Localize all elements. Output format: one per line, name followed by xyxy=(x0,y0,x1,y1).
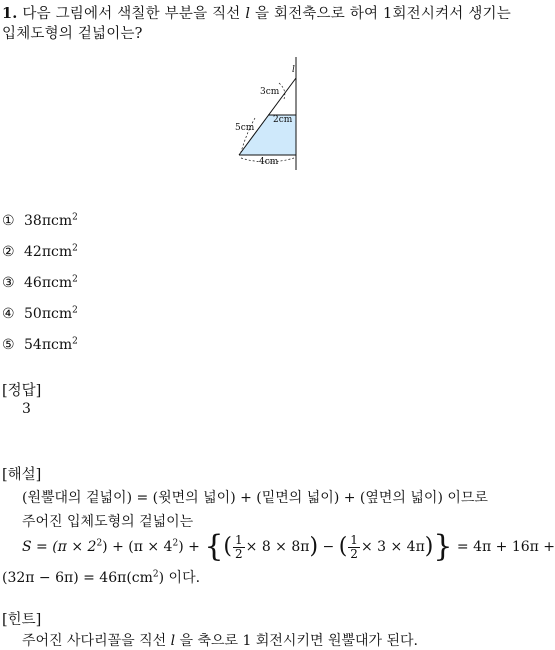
term-1: × 8 × 8π xyxy=(245,539,310,556)
trapezoid-figure xyxy=(225,52,315,174)
explanation-formula: $S = (\pi \times 2^2) + (\pi \times 4^2)$ + {( $\frac{1}{2}$ × 8 × 8π) − ( $\frac{1}{2}$ × 3 × 4π)} = 4π + 16π + xyxy=(22,529,555,565)
choice-value: 38πcm xyxy=(24,213,73,229)
term-2: × 3 × 4π xyxy=(360,539,425,556)
choice-exponent: 2 xyxy=(72,305,78,316)
question-line-2: 입체도형의 겉넓이는? xyxy=(2,26,143,42)
explanation-line-1: (원뿔대의 겉넓이) = (윗면의 넓이) + (밑면의 넓이) + (옆면의 넓이) 이므로 xyxy=(22,490,488,506)
label-4cm: 4cm xyxy=(259,157,279,167)
label-3cm: 3cm xyxy=(260,87,280,97)
explanation-header: [해설] xyxy=(2,467,42,483)
choice-value: 54πcm xyxy=(24,337,73,353)
fraction-1: $\frac{1}{2}$ xyxy=(235,533,243,561)
choice-exponent: 2 xyxy=(72,243,78,254)
hint-text: 주어진 사다리꼴을 직선 l 을 축으로 1 회전시키면 원뿔대가 된다. xyxy=(22,633,418,649)
question-line-1 xyxy=(2,2,511,23)
answer-value: 3 xyxy=(22,401,31,417)
choice-2[interactable] xyxy=(2,244,78,260)
choice-marker: ① xyxy=(2,213,15,229)
choice-marker: ③ xyxy=(2,275,15,291)
choice-5[interactable] xyxy=(2,337,78,353)
choice-value: 50πcm xyxy=(24,306,73,322)
minus-sign: − xyxy=(322,539,335,556)
formula-part-a2: ) + (π × 4 xyxy=(102,539,173,556)
choice-exponent: 2 xyxy=(72,274,78,285)
choice-exponent: 2 xyxy=(72,212,78,223)
line-variable: l xyxy=(245,6,251,22)
choice-marker: ④ xyxy=(2,306,15,322)
hint-header: [힌트] xyxy=(2,612,42,628)
axis-label: l xyxy=(292,65,295,75)
formula-end: = 4π + 16π + xyxy=(456,539,555,556)
exp-1: 2 xyxy=(96,538,103,549)
exp-2: 2 xyxy=(172,538,179,549)
answer-header: [정답] xyxy=(2,383,42,399)
question-text-a: 다음 그림에서 색칠한 부분을 직선 xyxy=(22,6,241,22)
label-5cm: 5cm xyxy=(235,123,255,133)
choice-4[interactable] xyxy=(2,306,78,322)
choice-marker: ⑤ xyxy=(2,337,15,353)
question-text-b: 을 회전축으로 하여 1회전시켜서 생기는 xyxy=(254,6,511,22)
explanation-line-2: 주어진 입체도형의 겉넓이는 xyxy=(22,514,194,530)
choice-marker: ② xyxy=(2,244,15,260)
formula-part-a: S = (π × 2 xyxy=(22,539,97,556)
choice-3[interactable] xyxy=(2,275,78,291)
fraction-2: $\frac{1}{2}$ xyxy=(350,533,358,561)
formula-part-a3: ) + xyxy=(178,539,200,556)
choice-1[interactable] xyxy=(2,213,78,229)
choice-exponent: 2 xyxy=(72,336,78,347)
label-2cm: 2cm xyxy=(273,115,293,125)
explanation-line-4: $(32\pi - 6\pi) = 46\pi(cm^2)$ 이다. xyxy=(2,569,201,586)
choice-value: 46πcm xyxy=(24,275,73,291)
question-number: 1. xyxy=(2,5,18,22)
choice-value: 42πcm xyxy=(24,244,73,260)
